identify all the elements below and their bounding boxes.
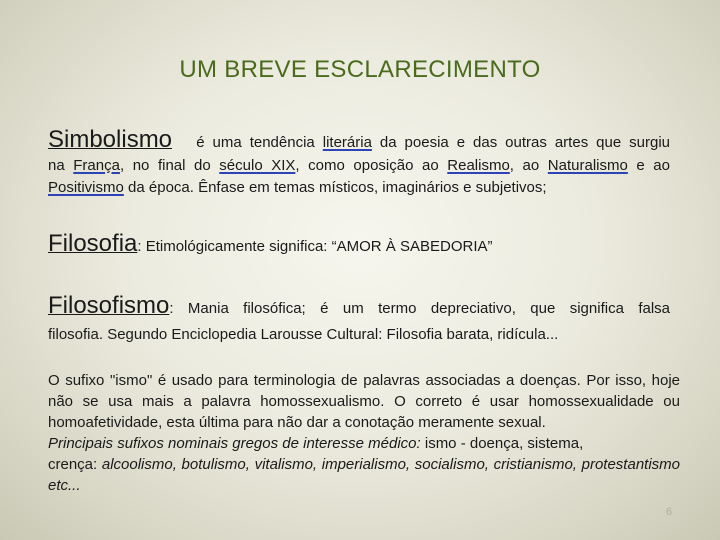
page-number: 6: [666, 506, 673, 518]
filosofismo-line-1: [48, 292, 670, 320]
filosofismo-text-1: : Mania filosófica; é um termo depreciativo, que significa falsa: [169, 300, 670, 317]
simbolismo-text: é uma tendência literária da poesia e das outras artes que surgiu: [196, 134, 671, 151]
link-franca[interactable]: França: [73, 157, 120, 174]
ismo-label: crença:: [48, 456, 102, 473]
filosofismo-heading: Filosofismo: [48, 292, 170, 319]
simbolismo-heading: Simbolismo: [48, 126, 173, 153]
ismo-italic-2: alcoolismo, botulismo, vitalismo, imperialismo, socialismo, cristianismo, protestantismo etc...: [48, 456, 680, 494]
link-realismo[interactable]: Realismo: [447, 157, 510, 174]
ismo-paragraph: [48, 370, 680, 496]
filosofismo-line-2: [48, 326, 558, 343]
filosofia-heading: Filosofia: [48, 230, 138, 257]
ismo-normal-1: ismo - doença, sistema,: [424, 435, 584, 452]
ismo-text-1: O sufixo "ismo" é usado para terminologia de palavras associadas a doenças. Por isso, hoje não se usa mais a palavra homossexualismo. O correto é usar homossexualidade ou homoafetividade, esta última para não dar a conotação meramente sexual.: [48, 372, 680, 431]
link-seculo-xix[interactable]: século XIX: [219, 157, 296, 174]
ismo-italic-1: Principais sufixos nominais gregos de interesse médico:: [48, 435, 425, 452]
link-literaria[interactable]: literária: [322, 134, 372, 151]
simbolismo-line-3: Positivismo da época. Ênfase em temas místicos, imaginários e subjetivos;: [48, 179, 547, 196]
filosofismo-text-2: filosofia. Segundo Enciclopedia Larousse Cultural: Filosofia barata, ridícula...: [48, 326, 559, 343]
link-naturalismo[interactable]: Naturalismo: [547, 157, 628, 174]
link-positivismo[interactable]: Positivismo: [48, 179, 124, 196]
simbolismo-line-2: na França, no final do século XIX, como oposição ao Realismo, ao Naturalismo e ao: [48, 157, 670, 174]
simbolismo-line-1: [48, 126, 670, 154]
slide-title: UM BREVE ESCLARECIMENTO: [179, 56, 541, 83]
filosofia-text: : Etimológicamente significa: “AMOR À SABEDORIA”: [137, 238, 493, 255]
filosofia-line: [48, 230, 492, 258]
